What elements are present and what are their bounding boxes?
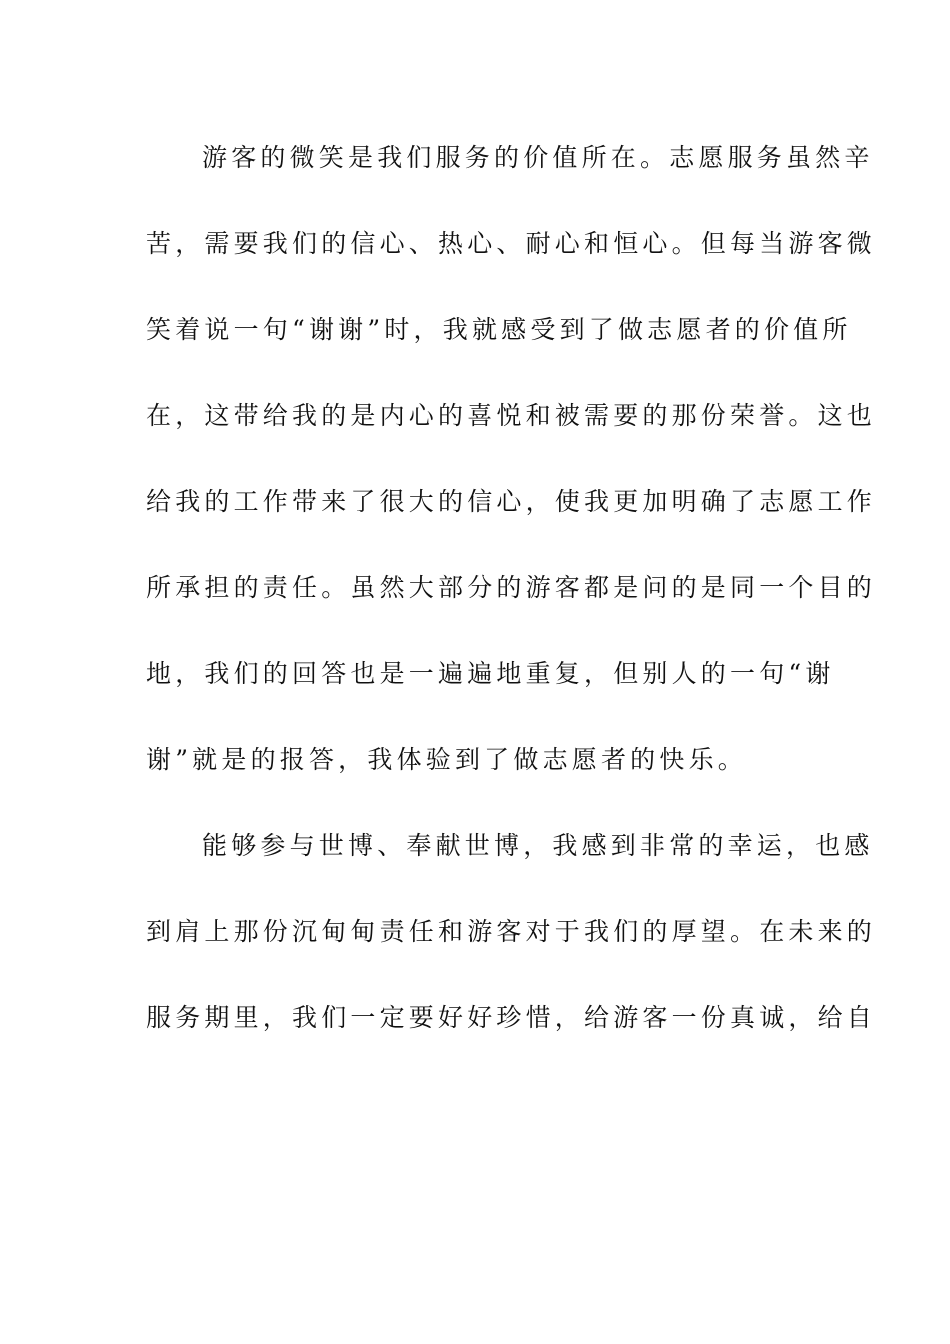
paragraph-line: 在，这带给我的是内心的喜悦和被需要的那份荣誉。这也 <box>146 401 877 430</box>
paragraph-line: 地，我们的回答也是一遍遍地重复，但别人的一句“谢 <box>146 659 835 688</box>
paragraph-line: 苦，需要我们的信心、热心、耐心和恒心。但每当游客微 <box>146 229 877 258</box>
document-body <box>146 129 877 1075</box>
paragraph-1 <box>146 129 877 817</box>
paragraph-2 <box>146 817 877 1075</box>
paragraph-line: 到肩上那份沉甸甸责任和游客对于我们的厚望。在未来的 <box>146 917 877 946</box>
paragraph-line: 能够参与世博、奉献世博，我感到非常的幸运，也感 <box>202 831 874 860</box>
paragraph-line: 笑着说一句“谢谢”时，我就感受到了做志愿者的价值所 <box>146 315 852 344</box>
paragraph-line: 给我的工作带来了很大的信心，使我更加明确了志愿工作 <box>146 487 877 516</box>
paragraph-line: 游客的微笑是我们服务的价值所在。志愿服务虽然辛 <box>202 143 874 172</box>
paragraph-line: 所承担的责任。虽然大部分的游客都是问的是同一个目的 <box>146 573 877 602</box>
paragraph-line: 服务期里，我们一定要好好珍惜，给游客一份真诚，给自 <box>146 1003 877 1032</box>
paragraph-line: 谢”就是的报答，我体验到了做志愿者的快乐。 <box>146 745 747 774</box>
